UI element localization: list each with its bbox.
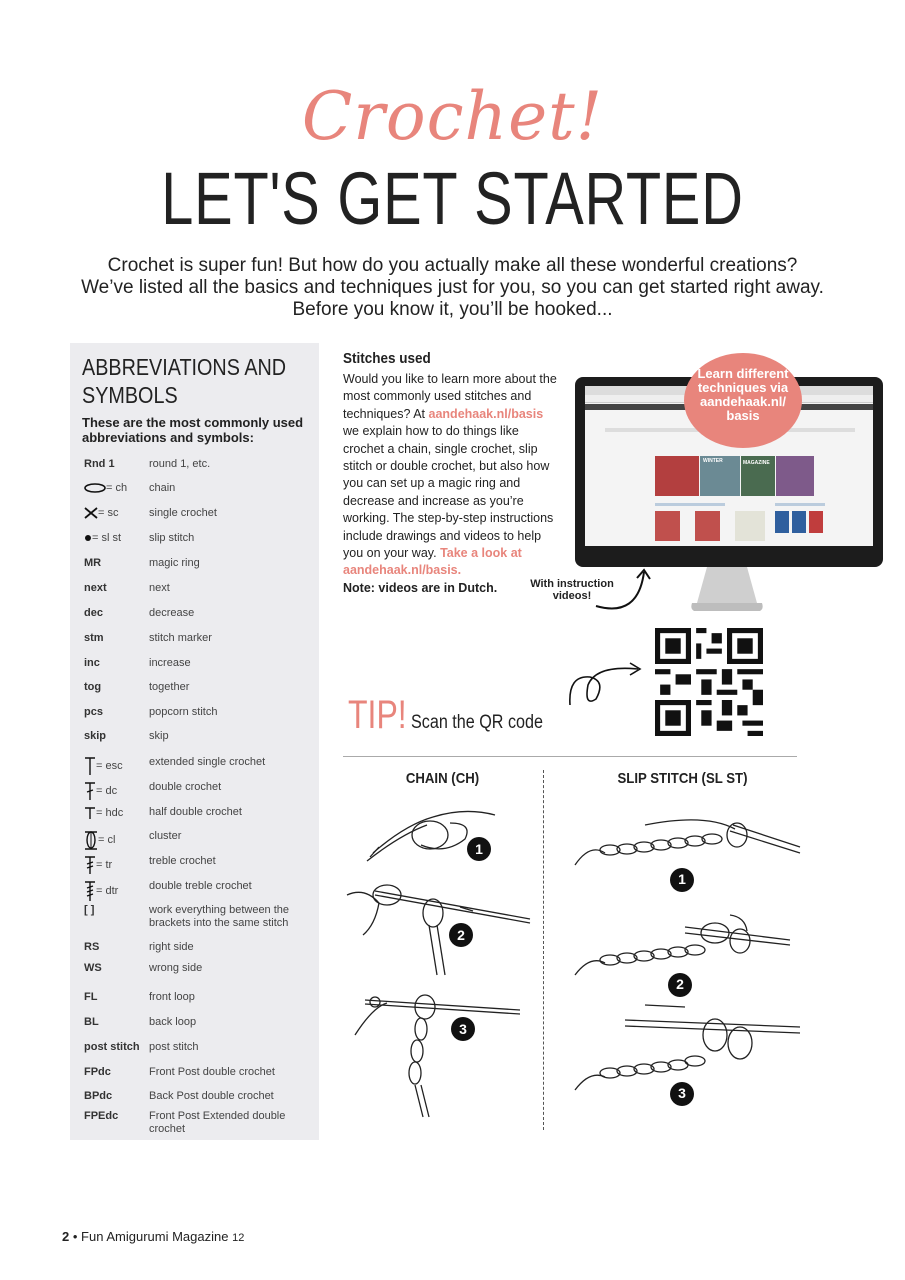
abbreviation-key	[84, 880, 118, 902]
abbreviation-key-text: inc	[84, 657, 100, 669]
stitches-p1: Would you like to learn more about the most commonly used stitches and techniques?	[343, 372, 557, 421]
page-footer	[62, 1229, 244, 1244]
abbreviation-key-text: = hdc	[96, 806, 124, 819]
abbreviation-meaning: cluster	[149, 830, 182, 842]
learn-badge: Learn different techniques via aandehaak.nl/ basis	[684, 353, 802, 448]
tip-text: Scan the QR code	[411, 712, 544, 733]
abbreviation-key-text: [ ]	[84, 904, 95, 916]
basis-link-2[interactable]: Take a look at aandehaak.nl/basis.	[343, 546, 522, 578]
tip-word: TIP!	[348, 693, 407, 737]
abbreviation-key-text: FPEdc	[84, 1110, 119, 1122]
abbreviation-meaning: double treble crochet	[149, 880, 252, 892]
abbreviation-key-text: = sl st	[92, 532, 122, 544]
abbreviation-meaning: work everything between the brackets into the same stitch	[149, 904, 290, 929]
page-title: LET'S GET STARTED	[161, 157, 744, 240]
abbreviation-key	[84, 855, 112, 875]
footer-bullet: •	[72, 1229, 78, 1244]
abbreviation-key-text: = cl	[98, 833, 116, 846]
abbreviation-key	[84, 1041, 140, 1053]
abbreviation-key	[84, 632, 104, 644]
abbreviation-meaning: treble crochet	[149, 855, 216, 867]
abbreviation-key-text: MR	[84, 557, 102, 569]
qr-code-icon[interactable]	[655, 628, 763, 736]
magazine-name: Fun Amigurumi Magazine	[81, 1229, 229, 1244]
dutch-note: Note: videos are in Dutch.	[343, 580, 498, 595]
site-banner: WINTER	[703, 458, 723, 464]
chain-step-1: 1	[475, 841, 483, 857]
script-title: Crochet!	[301, 78, 604, 155]
abbreviation-meaning: next	[149, 582, 170, 594]
slip-stitch-illustrations	[565, 795, 805, 1115]
chain-step-2: 2	[457, 927, 465, 943]
issue-number: 12	[232, 1232, 245, 1244]
abbreviation-key	[84, 806, 123, 820]
stitches-text	[343, 371, 558, 597]
abbreviation-key-text: RS	[84, 941, 100, 953]
chain-heading: CHAIN (CH)	[405, 770, 480, 787]
chain-step-3: 3	[459, 1021, 467, 1037]
slip-step-1: 1	[678, 871, 686, 887]
abbreviation-key-text: tog	[84, 681, 102, 693]
abbreviation-key	[84, 1110, 118, 1122]
stitches-at: At	[413, 406, 426, 421]
abbreviation-key	[84, 730, 106, 742]
abbreviation-key-text: skip	[84, 730, 107, 742]
abbreviation-key	[84, 904, 94, 916]
abbreviation-meaning: decrease	[149, 607, 195, 619]
slip-step-2: 2	[676, 976, 684, 992]
abbreviation-key	[84, 657, 100, 669]
abbreviation-meaning: right side	[149, 941, 194, 953]
abbreviation-key-text: BL	[84, 1016, 99, 1028]
with-videos-label: With instruction videos!	[530, 578, 614, 602]
divider	[343, 756, 797, 757]
abbreviation-key	[84, 681, 101, 693]
panel-subheading: These are the most commonly used abbreviations and symbols:	[82, 415, 304, 445]
abbreviation-meaning: stitch marker	[149, 632, 212, 644]
abbreviation-key	[84, 756, 123, 776]
abbreviation-key-text: WS	[84, 962, 102, 974]
abbreviation-meaning: magic ring	[149, 557, 200, 569]
abbreviation-key	[84, 962, 102, 974]
abbreviation-key-text: next	[84, 582, 107, 594]
stitches-heading: Stitches used	[343, 350, 431, 367]
abbreviation-meaning: double crochet	[149, 781, 222, 793]
abbreviation-key	[84, 557, 101, 569]
site-magazine-label: MAGAZINE	[743, 460, 770, 466]
abbreviation-meaning: Front Post double crochet	[149, 1066, 275, 1078]
abbreviation-key-text: = tr	[96, 858, 113, 871]
abbreviation-key	[84, 458, 115, 470]
abbreviation-key	[84, 1016, 99, 1028]
abbreviation-meaning: increase	[149, 657, 191, 669]
abbreviation-key-text: stm	[84, 632, 104, 644]
abbreviation-key-text: pcs	[84, 706, 103, 718]
abbreviation-key-text: FL	[84, 991, 98, 1003]
panel-heading: ABBREVIATIONS AND SYMBOLS	[82, 354, 287, 408]
abbreviation-meaning: half double crochet	[149, 806, 242, 818]
abbreviation-key-text: FPdc	[84, 1066, 111, 1078]
chain-illustrations	[345, 795, 540, 1125]
abbreviation-key-text: = ch	[106, 482, 128, 494]
abbreviation-key-text: dec	[84, 607, 103, 619]
abbreviation-key-text: BPdc	[84, 1090, 113, 1102]
abbreviation-meaning: front loop	[149, 991, 195, 1003]
abbreviation-key-text: = sc	[98, 507, 119, 519]
column-divider	[543, 770, 544, 1130]
curved-arrow-icon	[588, 566, 658, 614]
abbreviation-key	[84, 781, 117, 801]
abbreviation-key-text: Rnd 1	[84, 458, 115, 470]
abbreviation-key	[84, 482, 127, 494]
monitor-stand	[682, 567, 772, 611]
abbreviation-key	[84, 1090, 112, 1102]
abbreviation-meaning: round 1, etc.	[149, 458, 211, 470]
stitches-p2: we explain how to do things like crochet a chain, single crochet, slip stitch or double crochet, but also how you can set up a magic ring and decrease and increase as you’re working. The step-by-step instructions include drawings and videos to help you on your way.	[343, 424, 554, 561]
abbreviation-key	[84, 1066, 111, 1078]
slip-stitch-heading: SLIP STITCH (SL ST)	[617, 770, 748, 787]
abbreviation-key-text: = esc	[96, 759, 123, 772]
abbreviation-meaning: extended single crochet	[149, 756, 266, 768]
abbreviation-key	[84, 507, 118, 519]
abbreviation-key	[84, 941, 99, 953]
intro-text: Crochet is super fun! But how do you actually make all these wonderful creations? We’ve listed all the basics and techniques just for you, so you can get started right away. Before you know it, you’ll be hooked...	[81, 255, 824, 320]
abbreviation-key-text: = dc	[96, 784, 118, 797]
abbreviations-panel	[70, 343, 319, 1140]
tip	[348, 693, 567, 738]
abbreviation-key	[84, 582, 107, 594]
abbreviation-meaning: slip stitch	[149, 532, 195, 544]
abbreviation-key-text: = dtr	[96, 884, 119, 897]
abbreviation-meaning: together	[149, 681, 190, 693]
abbreviation-meaning: wrong side	[149, 962, 203, 974]
page-number: 2	[62, 1229, 70, 1244]
abbreviation-key	[84, 830, 115, 850]
abbreviation-meaning: popcorn stitch	[149, 706, 218, 718]
abbreviation-key	[84, 607, 103, 619]
abbreviation-key	[84, 991, 97, 1003]
abbreviation-key	[84, 532, 121, 544]
abbreviation-meaning: post stitch	[149, 1041, 199, 1053]
abbreviation-meaning: back loop	[149, 1016, 197, 1028]
abbreviation-key-text: post stitch	[84, 1041, 140, 1053]
abbreviation-meaning: Back Post double crochet	[149, 1090, 274, 1102]
abbreviation-meaning: chain	[149, 482, 176, 494]
slip-step-3: 3	[678, 1085, 686, 1101]
basis-link[interactable]: aandehaak.nl/basis	[428, 406, 544, 421]
loop-arrow-icon	[566, 655, 646, 715]
abbreviation-meaning: single crochet	[149, 507, 217, 519]
abbreviation-meaning: Front Post Extended double crochet	[149, 1110, 286, 1135]
abbreviation-meaning: skip	[149, 730, 169, 742]
abbreviation-key	[84, 706, 103, 718]
